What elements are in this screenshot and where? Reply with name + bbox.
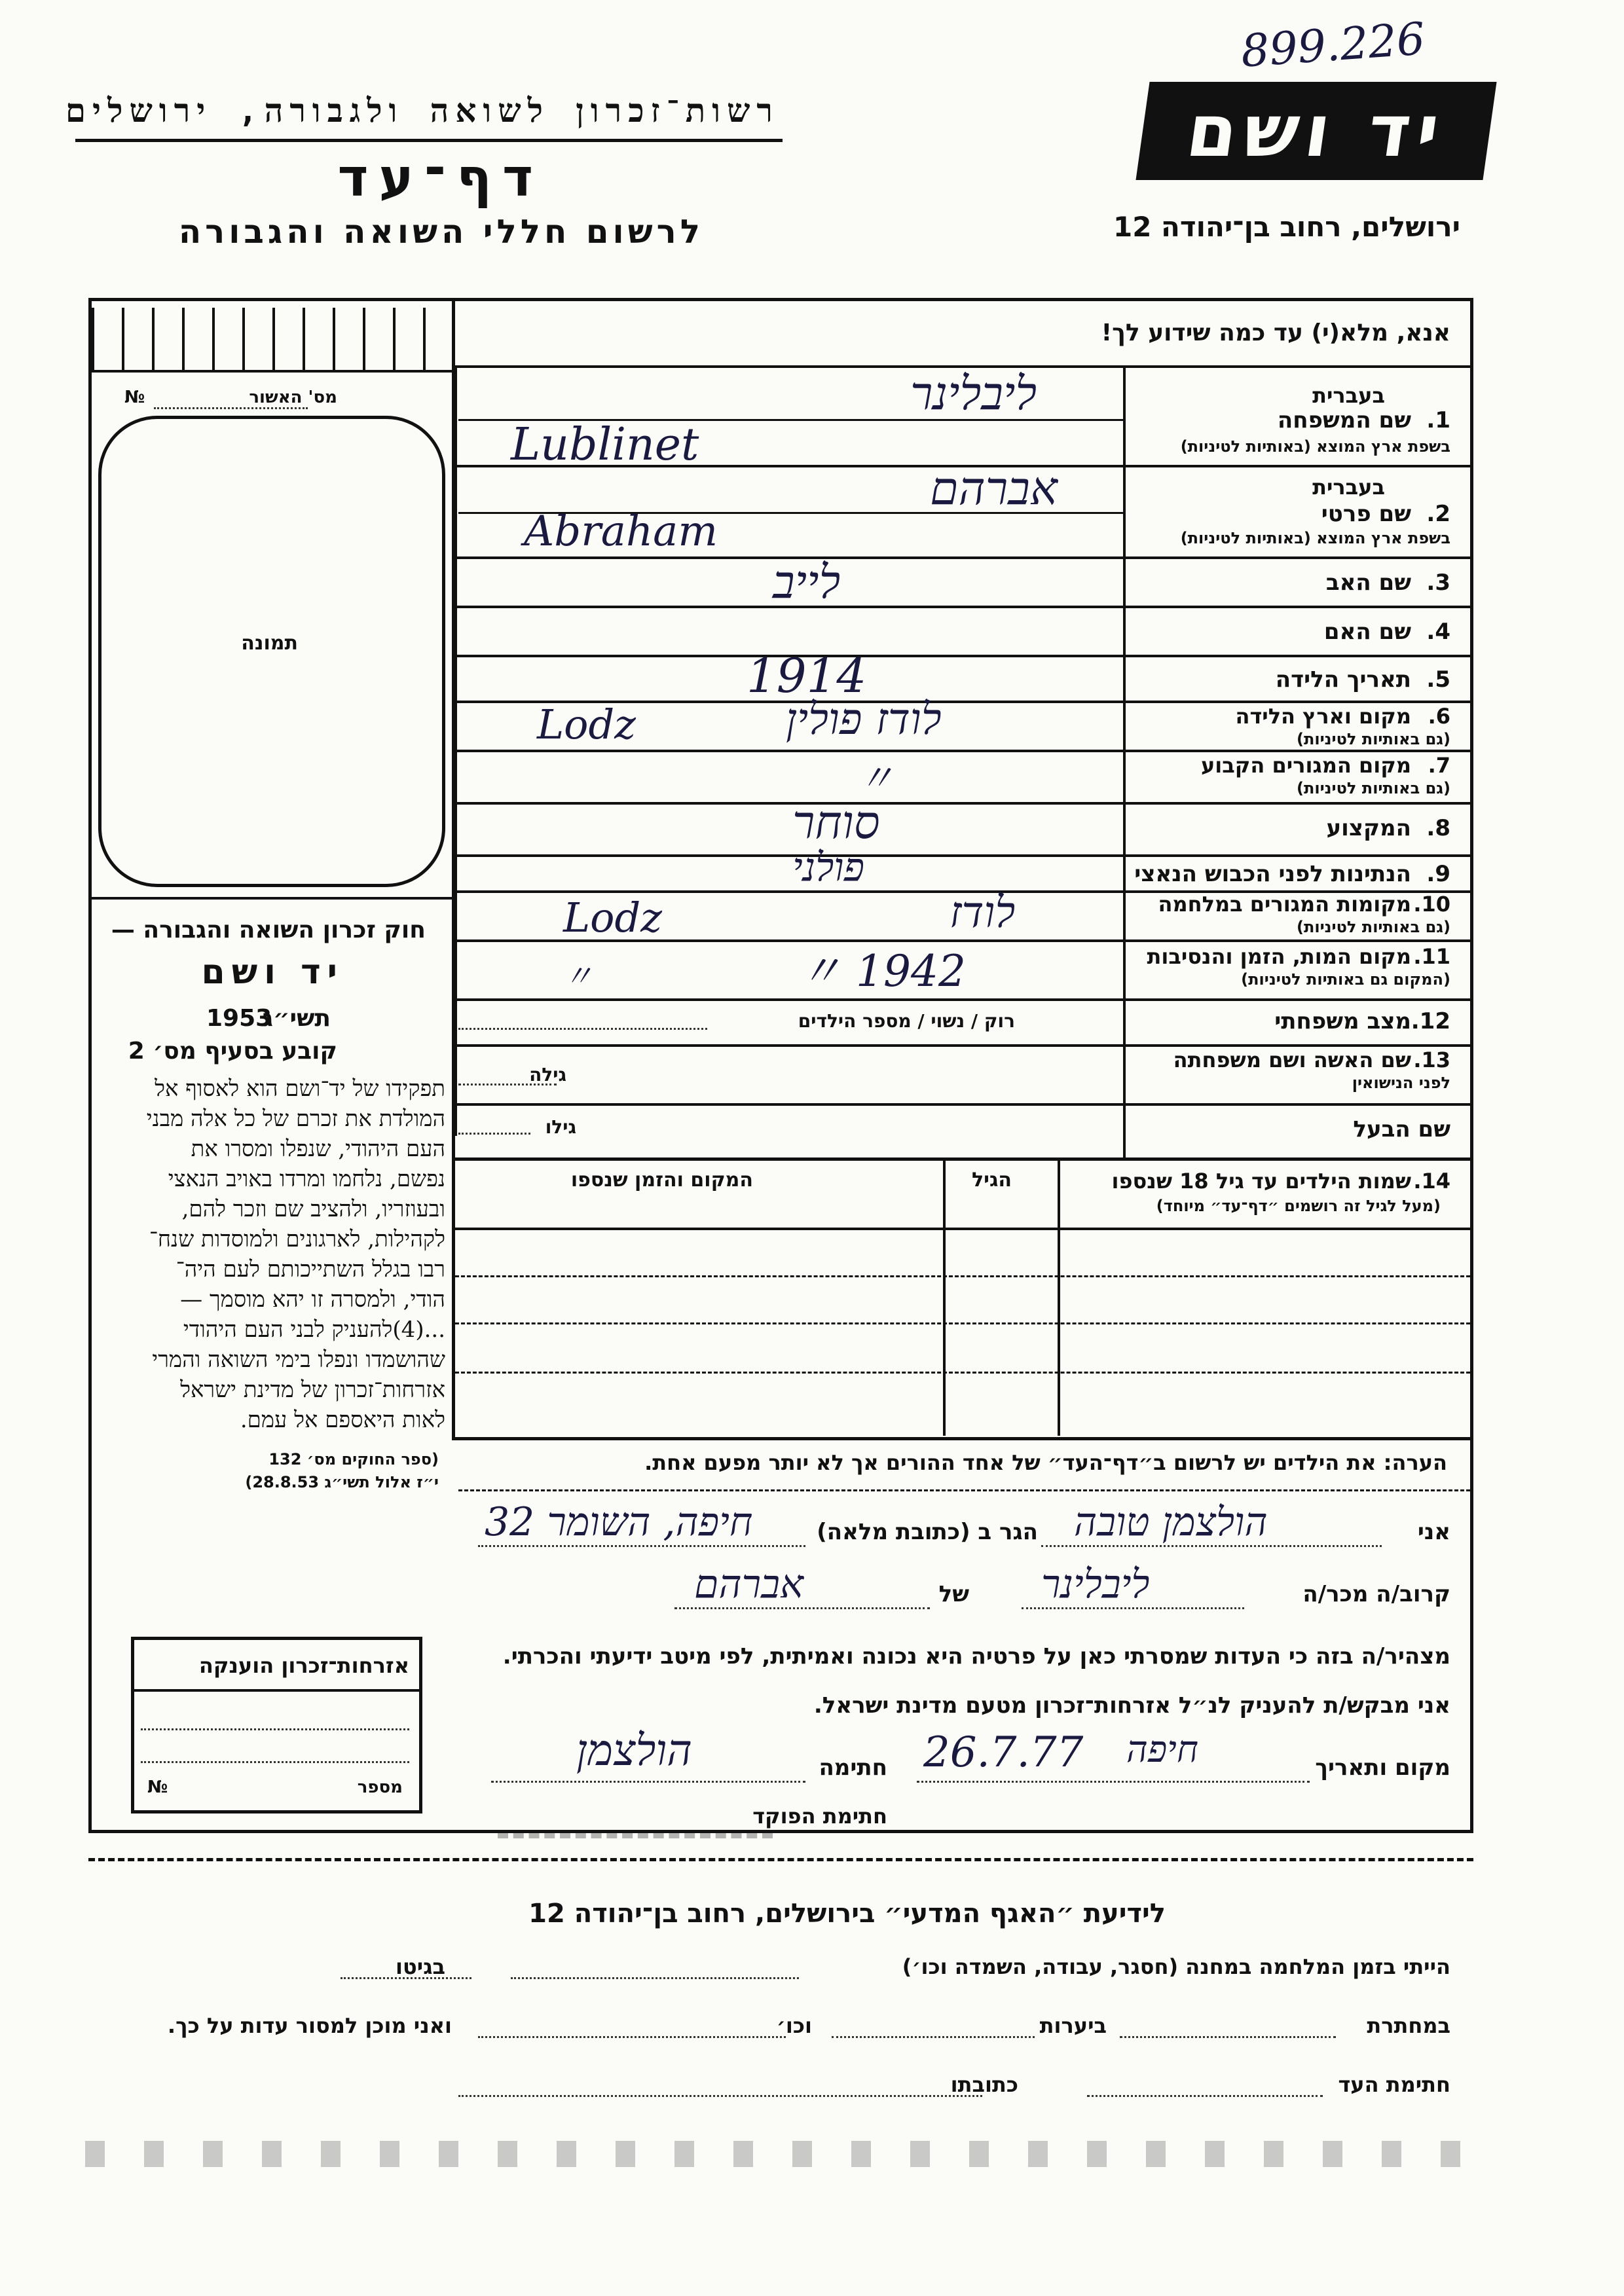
law-name: יד ושם xyxy=(201,953,344,992)
law-text-line: לקהילות, לארגונים ולמוסדות שנח־ xyxy=(149,1226,445,1252)
law-text-line: אזרחות־זכרון של מדינת ישראל xyxy=(180,1377,445,1403)
field-2-latin-note: בשפת ארץ המוצא (באותיות לטיניות) xyxy=(1180,529,1450,547)
law-text-line: ...(4)להעניק לבני העם היהודי xyxy=(183,1317,445,1343)
field-13-label: שם האשה ושם משפחתה xyxy=(1173,1048,1411,1072)
field-10-value: לודז xyxy=(950,887,1016,938)
law-title: חוק זכרון השואה והגבורה — xyxy=(111,917,426,943)
header-rule xyxy=(75,139,783,142)
law-text-line: המולדת את זכרם של כל אלה מבני xyxy=(146,1106,445,1132)
form-subtitle: לרשום חללי השואה והגבורה xyxy=(178,213,704,251)
signature-label: חתימה xyxy=(819,1755,887,1781)
field-1-value: ליבלינר xyxy=(910,367,1037,420)
declaration-date: 26.7.77 xyxy=(923,1728,1084,1777)
field-13-num: 13. xyxy=(1413,1048,1450,1072)
footer-line2-forests: ביערות xyxy=(1039,2013,1107,2038)
header-address: ירושלים, רחוב בן־יהודה 12 xyxy=(1113,211,1460,243)
footer-line3-end: כתובתו xyxy=(950,2072,1018,2097)
field-9-num: 9. xyxy=(1426,861,1450,887)
law-text-line: הודי, ולמסרה זו יהא מוסמך — xyxy=(180,1286,445,1313)
photo-label: תמונה xyxy=(241,632,298,655)
field-2-value-latin: Abraham xyxy=(524,507,718,556)
field-11-note: (המקום גם באותיות לטיניות) xyxy=(1241,970,1450,989)
form-title: דף־עד xyxy=(337,147,544,208)
declarant-address: חיפה, השומר 32 xyxy=(485,1499,753,1545)
field-6-note: (גם באותיות לטיניות) xyxy=(1297,730,1450,748)
field-1-value-latin: Lublinet xyxy=(511,419,699,471)
field-5-num: 5. xyxy=(1426,666,1450,693)
law-text-line: שהושמדו ונפלו בימי השואה והמרי xyxy=(152,1347,445,1373)
footer-heading: לידיעת ״האגף המדעי״ בירושלים, רחוב בן־יהודה 12 xyxy=(528,1899,1166,1929)
field-6-value-latin: Lodz xyxy=(537,701,636,748)
field-3-label: שם האב xyxy=(1325,570,1411,596)
declarant-i-label: אני xyxy=(1417,1519,1450,1545)
field-10-num: 10. xyxy=(1413,892,1450,917)
field-6-value: לודז פולין xyxy=(786,694,942,744)
law-source-1: (ספר החוקים מס׳ 132 xyxy=(268,1450,439,1468)
husband-age-label: גילו xyxy=(545,1116,576,1138)
field-13-age-label: גילה xyxy=(529,1064,566,1085)
field-3-value: לייב xyxy=(773,555,841,609)
field-7-note: (גם באותיות לטיניות) xyxy=(1297,779,1450,797)
field-11-num: 11. xyxy=(1413,944,1450,969)
husband-label: שם הבעל xyxy=(1353,1116,1450,1142)
field-9-value: פולני xyxy=(792,845,865,890)
field-11-label: מקום המות, הזמן והנסיבות xyxy=(1147,944,1411,969)
field-7-label: מקום המגורים הקבוע xyxy=(1200,753,1411,778)
field-12-options: רוק / נשוי / מספר הילדים xyxy=(798,1010,1015,1032)
field-10-label: מקומות המגורים במלחמה xyxy=(1158,892,1411,917)
request-text: אני מבקש/ת להעניק לנ״ל אזרחות־זכרון מטעם מדינת ישראל. xyxy=(813,1692,1450,1719)
yad-vashem-logo xyxy=(1135,82,1496,180)
footer-line2-end: ואני מוכן למסור עדות על כך. xyxy=(167,2013,452,2038)
children-note: (מעל לגיל זה רושמים ״דף־עד״ מיוחד) xyxy=(1156,1197,1441,1215)
declarant-name: הולצמן טובה xyxy=(1074,1499,1268,1545)
field-6-num: 6. xyxy=(1428,704,1450,729)
footer-line3-start: חתימת העד xyxy=(1338,2072,1450,2097)
children-col-age: הגיל xyxy=(972,1169,1012,1192)
form-intro: אנא, מלא(י) עד כמה שידוע לך! xyxy=(1101,319,1450,346)
field-2-value: אברהם xyxy=(930,462,1058,515)
field-1-hebrew: בעברית xyxy=(1312,383,1385,408)
footer-line1-end: בגיטו xyxy=(396,1954,445,1979)
field-1-latin-note: בשפת ארץ המוצא (באותיות לטיניות) xyxy=(1180,437,1450,456)
relative-label: קרוב/ה מכר/ה xyxy=(1302,1581,1450,1607)
law-text-line: תפקידו של יד־ושם הוא לאסוף אל xyxy=(155,1076,445,1102)
law-text-line: נפשם, נלחמו ומרדו באויב הנאצי xyxy=(168,1166,445,1192)
law-text-line: ובעוזריו, ולהציב שם וזכר להם, xyxy=(181,1196,445,1222)
declarant-signature: הולצמן xyxy=(576,1725,692,1776)
official-signature-label: חתימת הפוקד xyxy=(752,1804,887,1829)
footer-line2-start: במחתרת xyxy=(1367,2013,1450,2038)
footer-line1-start: הייתי בזמן המלחמה במחנה (חסגר, עבודה, השמדה וכו׳) xyxy=(902,1954,1450,1979)
children-title: שמות הילדים עד גיל 18 שנספו xyxy=(1111,1169,1411,1194)
field-12-label: מצב משפחתי xyxy=(1274,1008,1411,1034)
law-source-2: י״ז אלול תשי״ג 28.8.53) xyxy=(245,1473,439,1491)
field-2-num: 2. xyxy=(1426,501,1450,527)
field-11-value-mark: 〃 xyxy=(563,958,593,994)
field-11-value: 1942 〃 xyxy=(799,946,966,996)
field-2-hebrew: בעברית xyxy=(1312,475,1385,500)
field-10-note: (גם באותיות לטיניות) xyxy=(1297,918,1450,936)
field-6-label: מקום וארץ הלידה xyxy=(1235,704,1411,729)
subject-first-name: אברהם xyxy=(694,1561,803,1607)
field-8-label: המקצוע xyxy=(1326,815,1411,841)
law-text-line: רבו בגלל השתייכותם לעם היה־ xyxy=(175,1256,445,1283)
authority-name: רשות־זכרון לשואה ולגבורה, ירושלים xyxy=(65,92,779,130)
field-2-label: שם פרטי xyxy=(1321,501,1411,527)
field-4-num: 4. xyxy=(1426,619,1450,645)
field-4-label: שם האם xyxy=(1323,619,1411,645)
declaration-place: חיפה xyxy=(1126,1728,1198,1771)
declarant-residing-label: הגר ב (כתובת מלאה) xyxy=(817,1519,1038,1545)
field-7-num: 7. xyxy=(1428,753,1450,778)
cut-line xyxy=(88,1858,1473,1861)
law-year-hebrew: תשי״ג xyxy=(262,1005,331,1032)
law-text xyxy=(92,1074,445,1435)
field-10-value-latin: Lodz xyxy=(563,894,662,941)
approval-number-label: מס' האשור xyxy=(249,388,337,407)
logo-text: יד ושם xyxy=(1181,89,1451,173)
field-5-value: 1914 xyxy=(747,648,867,703)
field-1-num: 1. xyxy=(1426,407,1450,433)
children-num: 14. xyxy=(1413,1169,1450,1194)
official-stamp xyxy=(498,1800,773,1838)
approval-number-mark: № xyxy=(124,388,145,407)
children-col-place: המקום והזמן שנספו xyxy=(570,1169,753,1192)
citizenship-box-title: אזרחות־זכרון הוענקה xyxy=(198,1653,409,1678)
field-7-value: 〃 xyxy=(858,757,895,800)
field-13-note: לפני הנישואין xyxy=(1352,1074,1450,1092)
citizenship-number-mark: № xyxy=(147,1777,168,1797)
field-3-num: 3. xyxy=(1426,570,1450,596)
footer-line2-etc: וכו׳ xyxy=(776,2013,812,2038)
perforation-ticks xyxy=(92,308,452,370)
field-5-label: תאריך הלידה xyxy=(1275,666,1411,693)
archive-number: 899.226 xyxy=(1239,13,1427,78)
law-text-line: לאות היאספם אל עמם. xyxy=(240,1407,445,1433)
remark: הערה: את הילדים יש לרשום ב״דף־העד״ של אחד ההורים אך לא יותר מפעם אחת. xyxy=(644,1450,1447,1475)
field-8-num: 8. xyxy=(1426,815,1450,841)
citizenship-number-label: מספר xyxy=(357,1777,403,1797)
law-year: 1953 xyxy=(206,1005,272,1032)
field-8-value: סוחר xyxy=(792,795,880,849)
field-9-label: הנתינות לפני הכבוש הנאצי xyxy=(1134,861,1411,887)
law-section: קובע בסעיף מס׳ 2 xyxy=(128,1038,337,1065)
subject-surname: ליבלינר xyxy=(1041,1561,1150,1607)
law-text-line: העם היהודי, שנפלו ומסרו את xyxy=(191,1136,445,1162)
place-date-label: מקום ותאריך xyxy=(1315,1755,1450,1781)
declaration-text: מצהיר/ה בזה כי העדות שמסרתי כאן על פרטיה היא נכונה ואמיתית, לפי מיטב ידיעתי והכרתי. xyxy=(502,1643,1450,1669)
field-12-num: 12. xyxy=(1411,1008,1450,1034)
field-1-label: שם המשפחה xyxy=(1277,407,1411,433)
of-label: של xyxy=(938,1581,969,1607)
bottom-scan-marks xyxy=(85,2141,1460,2167)
labels-divider xyxy=(1123,367,1126,1159)
